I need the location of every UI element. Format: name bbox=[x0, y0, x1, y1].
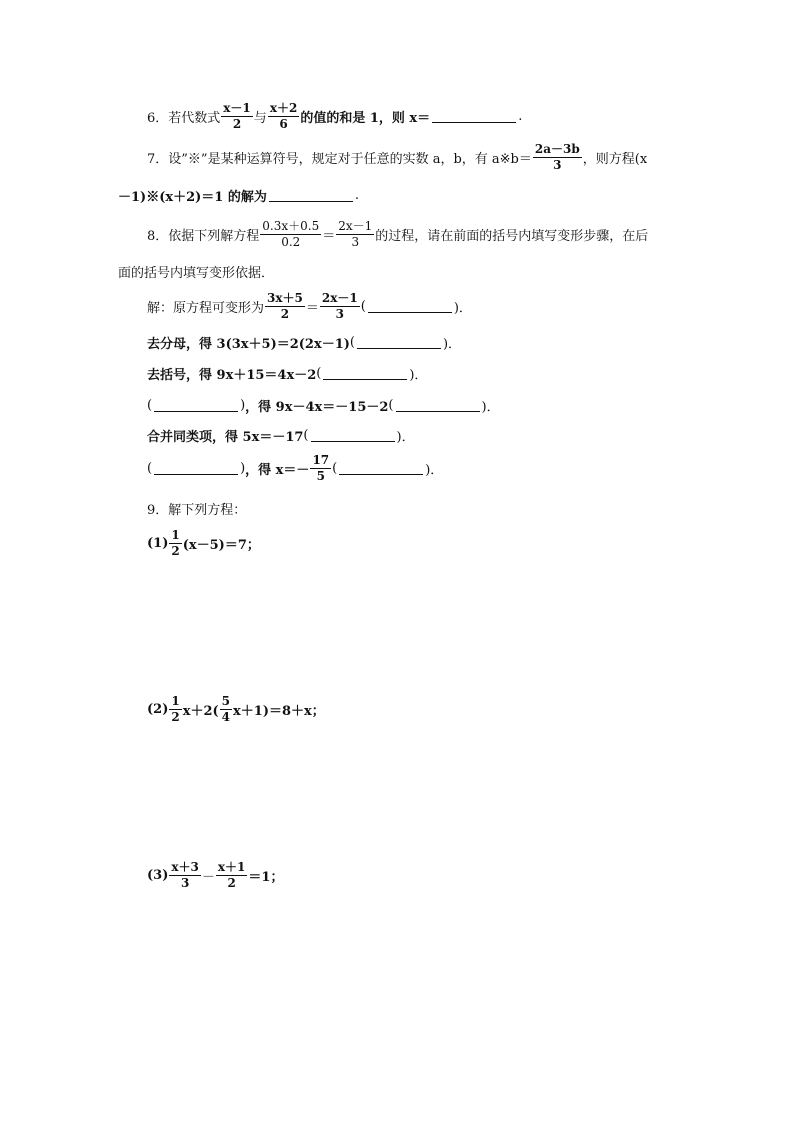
q9-p2-fraction-1: $\frac{1}{2}$ bbox=[171, 694, 180, 724]
q8-step1-fraction-1: $\frac{3x+5}{2}$ bbox=[267, 291, 303, 321]
q9-part-3: (3) $\frac{x+3}{3}$ － $\frac{x+1}{2}$ ＝1； bbox=[147, 860, 284, 890]
q8-step-5: 合并同类项，得 5x＝－17 ( )． bbox=[147, 428, 415, 445]
q6-lead: 6．若代数式 bbox=[147, 110, 221, 126]
q8-step-3: 去括号，得 9x＋15＝4x－2 ( )． bbox=[147, 366, 428, 383]
q6-answer-blank[interactable] bbox=[432, 110, 516, 123]
q8-step1-fraction-2: $\frac{2x-1}{3}$ bbox=[321, 291, 358, 321]
q8-step1-reason-blank[interactable] bbox=[368, 300, 452, 313]
q7-fraction: $\frac{2a-3b}{3}$ bbox=[534, 142, 580, 172]
q6-fraction-2: $\frac{x+2}{6}$ bbox=[269, 101, 298, 131]
q9-part-1: (1) $\frac{1}{2}$ (x－5)＝7； bbox=[147, 528, 260, 558]
q8-step6-reason-blank[interactable] bbox=[339, 462, 423, 475]
q8-step6-fraction: $\frac{17}{5}$ bbox=[312, 453, 330, 483]
q6-fraction-1: $\frac{x-1}{2}$ bbox=[223, 101, 251, 131]
question-7-line-1: 7．设”※”是某种运算符号，规定对于任意的实数 a，b，有 a※b＝ $\frac{2a-3b}{3}$ ，则方程(x bbox=[147, 142, 648, 172]
q8-step2-reason-blank[interactable] bbox=[357, 336, 441, 349]
question-9-title: 9．解下列方程： bbox=[147, 503, 247, 518]
q8-step4-step-blank[interactable] bbox=[154, 399, 238, 412]
q8-step4-reason-blank[interactable] bbox=[396, 399, 480, 412]
q7-answer-blank[interactable] bbox=[269, 189, 353, 202]
q8-step3-reason-blank[interactable] bbox=[323, 367, 407, 380]
q8-step-1: 解：原方程可变形为 $\frac{3x+5}{2}$ ＝ $\frac{2x-1}{3}$ ( )． bbox=[147, 291, 472, 321]
q8-step-2: 去分母，得 3(3x＋5)＝2(2x－1) ( )． bbox=[147, 335, 462, 352]
q8-fraction-1: $\frac{0.3x+0.5}{0.2}$ bbox=[262, 219, 320, 249]
q8-step5-reason-blank[interactable] bbox=[311, 429, 395, 442]
q9-part-2: (2) $\frac{1}{2}$ x＋2( $\frac{5}{4}$ x＋1)＝8＋x； bbox=[147, 694, 325, 724]
q8-step6-step-blank[interactable] bbox=[154, 462, 238, 475]
q9-p1-fraction: $\frac{1}{2}$ bbox=[171, 528, 180, 558]
q9-p2-fraction-2: $\frac{5}{4}$ bbox=[221, 694, 231, 724]
question-8-line-2: 面的括号内填写变形依据． bbox=[118, 266, 275, 281]
q8-step-6: ( ) ，得 x＝－ $\frac{17}{5}$ ( )． bbox=[147, 453, 444, 483]
question-6: 6．若代数式 $\frac{x-1}{2}$ 与 $\frac{x+2}{6}$ 的值的和是 1，则 x＝ . bbox=[147, 101, 523, 131]
q8-step-4: ( ) ，得 9x－4x＝－15－2 ( )． bbox=[147, 398, 500, 415]
question-7-line-2: －1)※(x＋2)＝1 的解为 . bbox=[118, 188, 360, 205]
q9-p3-fraction-1: $\frac{x+3}{3}$ bbox=[171, 860, 199, 890]
q9-p3-fraction-2: $\frac{x+1}{2}$ bbox=[217, 860, 246, 890]
q8-fraction-2: $\frac{2x-1}{3}$ bbox=[338, 219, 373, 249]
question-8-line-1: 8．依据下列解方程 $\frac{0.3x+0.5}{0.2}$ ＝ $\frac{2x-1}{3}$ 的过程，请在前面的括号内填写变形步骤，在后 bbox=[147, 219, 649, 249]
